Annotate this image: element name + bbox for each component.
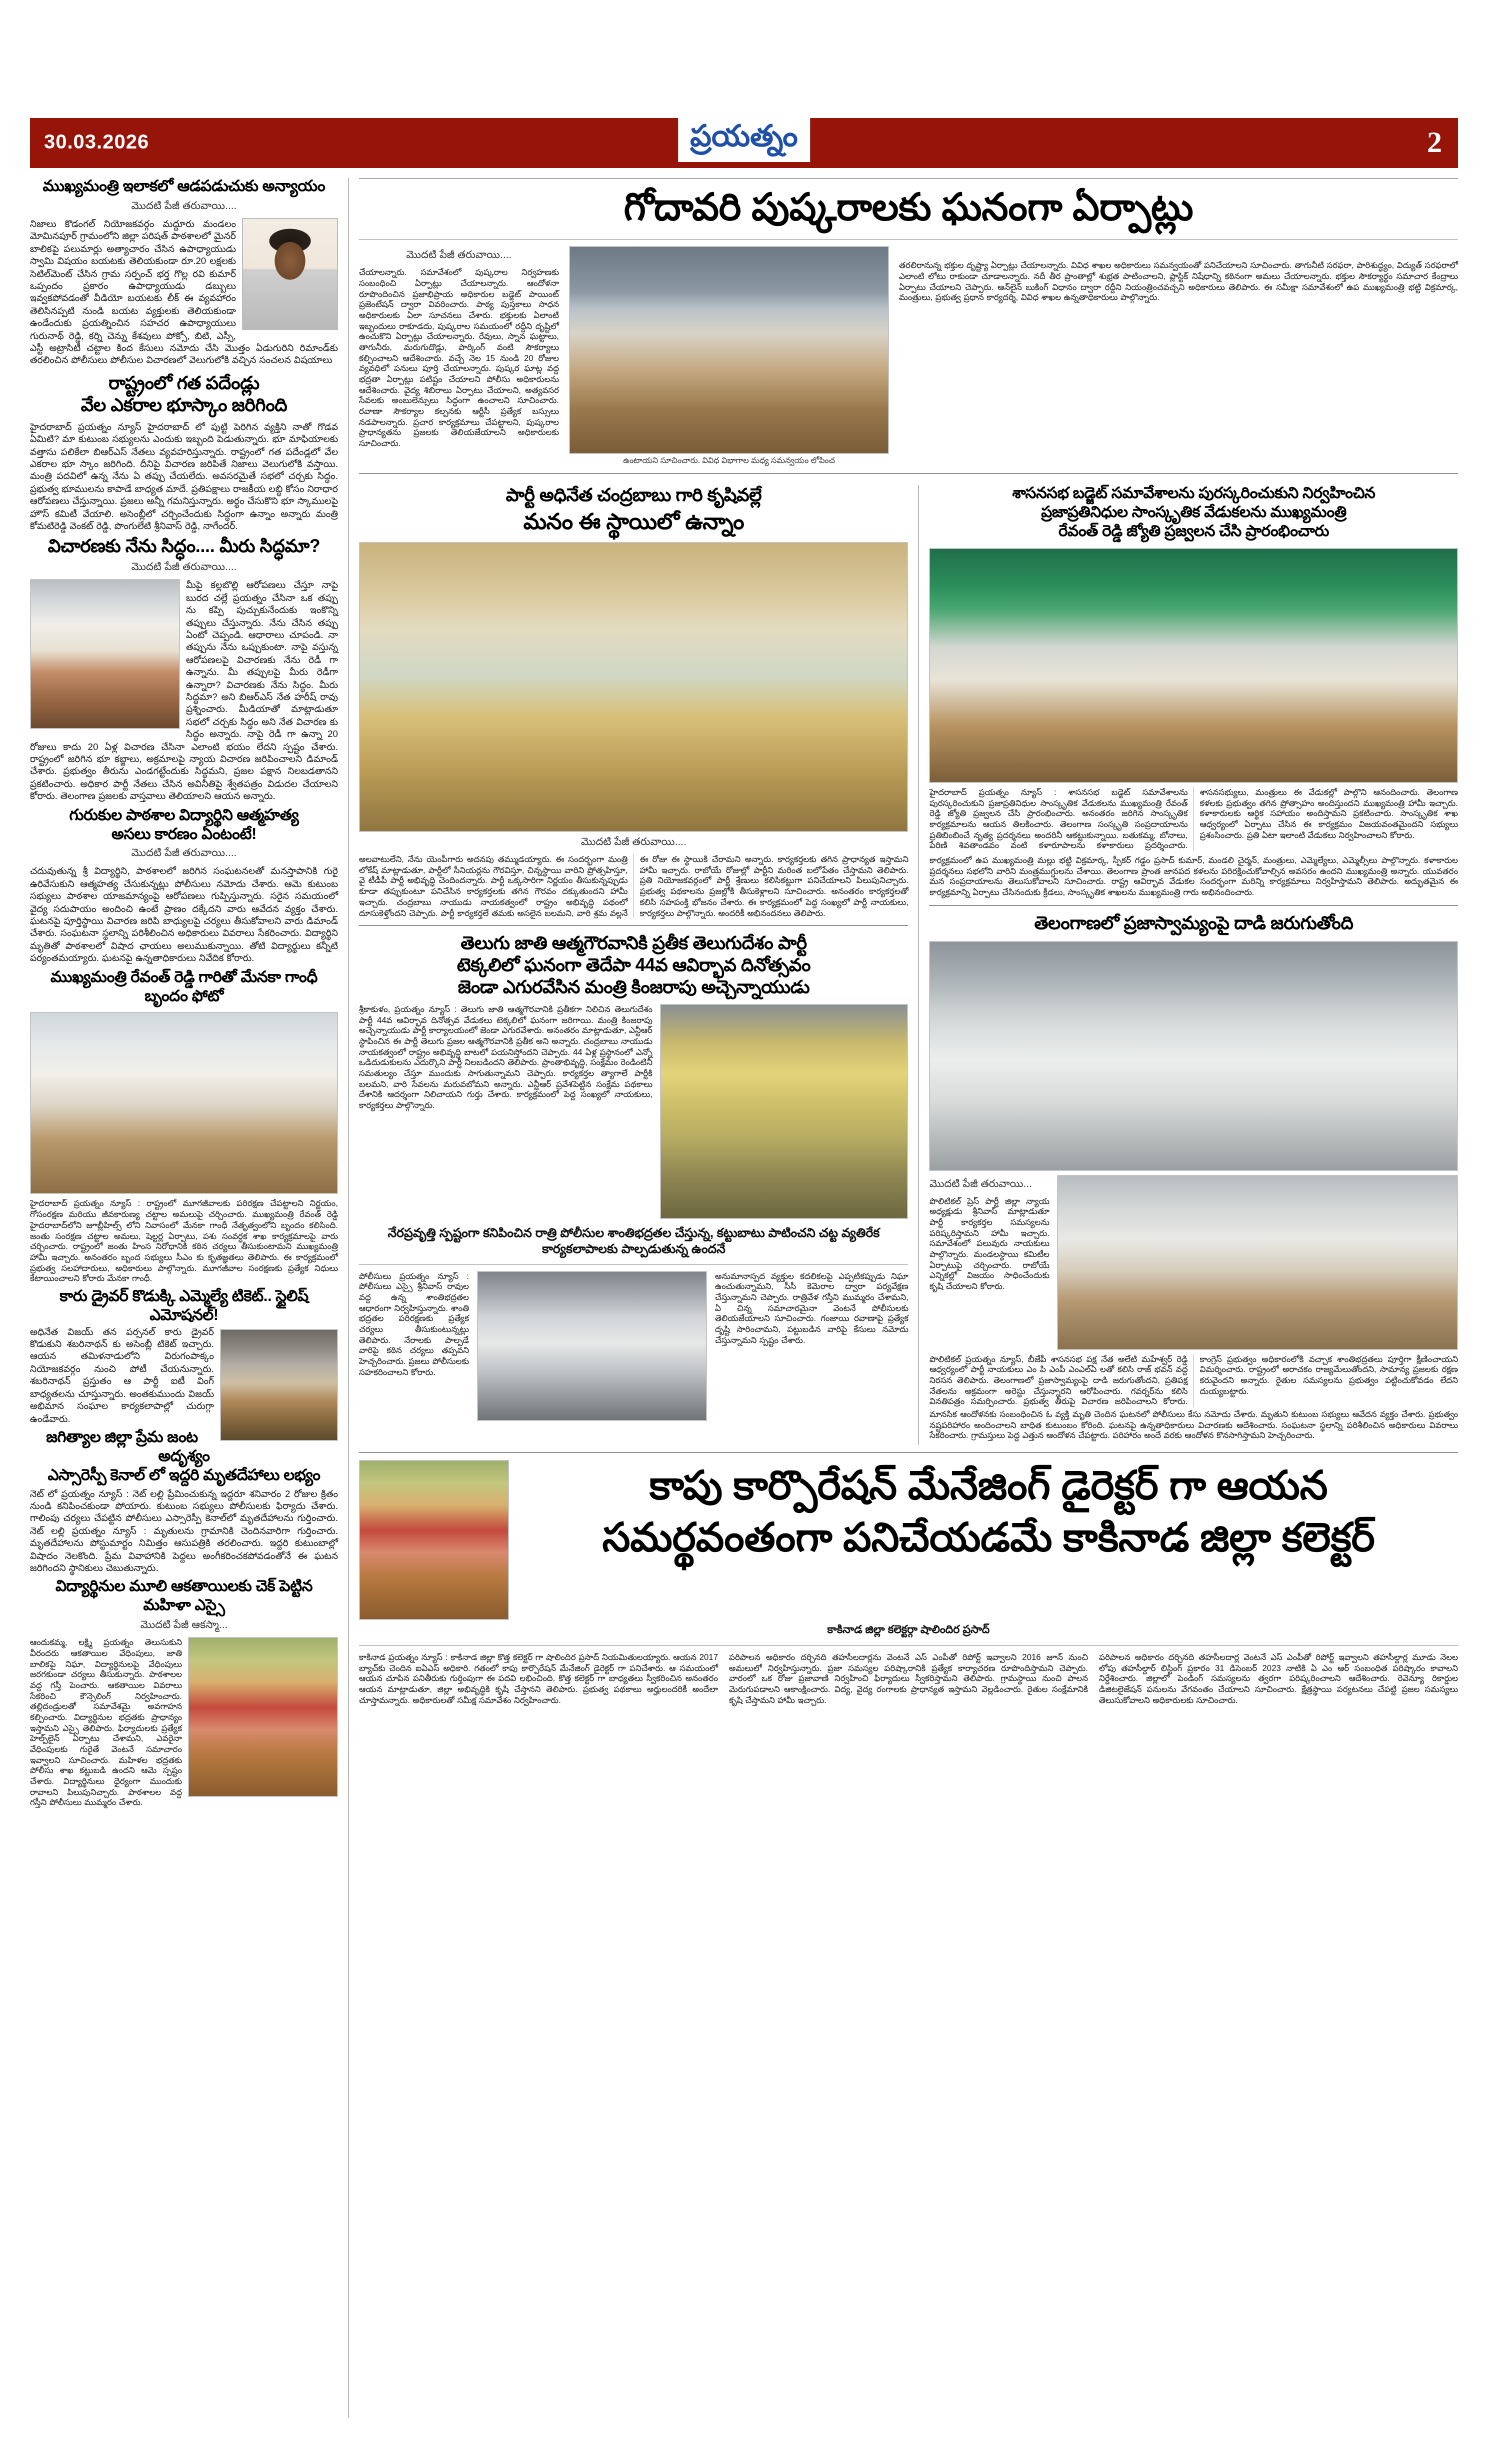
photo-tdp-flag-hoisting: [660, 1004, 908, 1219]
continued-note: మొదటి పేజీ తరువాయి....: [406, 249, 512, 262]
photo-women-bottom: [359, 1460, 509, 1620]
photo-block-meeting: [30, 1012, 338, 1194]
story-headline: కారు డ్రైవర్ కొడుక్కి ఎమ్మెల్యే టికెట్.. స్టైలిష్ ఎమోషనల్!: [59, 1287, 309, 1324]
bottom-body-col1: కాకినాడ ప్రయత్నం న్యూస్ : కాకినాడ జిల్లా కొత్త కలెక్టర్ గా షాలిందిర ప్రసాద్ నియమితులయ్యారు. ఆయన 2017 బ్యాచ్‌కు చెందిన ఐఏఎస్ అధికారి. గతంలో కాపు కార్పొరేషన్ మేనేజింగ్ డైరెక్టర్ గా పనిచేశారు. ఆ సమయంలో ఆయన చూపిన పనితీరుకు గుర్తింపుగా ఈ పదవి లభించింది. కొత్త కలెక్టర్ గా బాధ్యతలు స్వీకరించిన అనంతరం ఆయన మాట్లాడుతూ, జిల్లా అభివృద్ధికి కృషి చేస్తానని తెలిపారు. ప్రభుత్వ పథకాలు అర్హులందరికీ అందేలా చూస్తామన్నారు. అధికారులతో సమీక్ష సమావేశం నిర్వహించారు.: [359, 1652, 718, 1705]
photo-police-line: [477, 1271, 707, 1421]
divider: [359, 1264, 908, 1265]
story-headline-line1: జగిత్యాల జిల్లా ప్రేమ జంట అదృశ్యం: [46, 1428, 210, 1465]
story-headline-line2: ఎస్సారెస్పీ కెనాల్ లో ఇద్దరి మృతదేహాలు లభ్యం: [47, 1466, 321, 1484]
lead-story: [359, 178, 1458, 481]
bottom-byline: కాకినాడ జిల్లా కలెక్టర్గా షాలిందిర ప్రసాద్: [827, 1624, 990, 1637]
story-body: నెట్ లో ప్రయత్నం న్యూస్ : నెట్ లల్లి ప్రేమించుకున్న ఇద్దరూ శనివారం 2 రోజుల క్రితం నుండి కనిపించకుండా పోయారు. కుటుంబ సభ్యులు పోలీసులకు ఫిర్యాదు చేశారు. గాలింపు చర్యలు చేపట్టిన పోలీసులు ఎస్సారెస్పీ కెనాల్‌లో మృతదేహాలను గుర్తించారు. నెట్ లల్లి ప్రయత్నం న్యూస్ : మృతులను గ్రామానికి చెందినవారిగా గుర్తించారు. మృతదేహాలను పోస్టుమార్టం నిమిత్తం ఆసుపత్రికి తరలించారు. ఇద్దరి కుటుంబాల్లో విషాదం నెలకొంది. ప్రేమ వివాహానికి పెద్దలు అంగీకరించకపోవడంతోనే ఈ ఘటన జరిగిందని స్థానికులు చెబుతున్నారు.: [30, 1487, 338, 1574]
story-body: అనుమానాస్పద వ్యక్తుల కదలికలపై ఎప్పటికప్పుడు నిఘా ఉంచుతున్నామని, సీసీ కెమెరాల ద్వారా పర్యవేక్షణ చేస్తున్నామని చెప్పారు. రాత్రివేళ గస్తీని ముమ్మరం చేశామని, ఏ చిన్న సమాచారమైనా వెంటనే పోలీసులకు తెలియజేయాలని సూచించారు. గంజాయి రవాణాపై ప్రత్యేక దృష్టి సారించామని, పట్టుబడిన వారిపై కేసులు నమోదు చేస్తున్నామని స్పష్టం చేశారు.: [715, 1270, 909, 1345]
story-body: పొలిటికల్ ప్రయత్నం న్యూస్, బీజేపీ శాసనసభ పక్ష నేత అలేటి మహేశ్వర్ రెడ్డి ఆధ్వర్యంలో పార్టీ నాయకులు ఎం పి ఎంపీ ఎంఎల్ఏ లతో కలిసి రాజ్ భవన్ వద్ద నిరసన తెలిపారు. తెలంగాణలో ప్రజాస్వామ్యంపై దాడి జరుగుతోందని, ప్రతిపక్ష నేతలను అక్రమంగా అరెస్టు చేస్తున్నారని ఆరోపించారు. గవర్నర్‌ను కలిసి వినతిపత్రం సమర్పించారు. ప్రభుత్వ తీరుపై విచారణ జరిపించాలని కోరారు. కాంగ్రెస్ ప్రభుత్వం అధికారంలోకి వచ్చాక శాంతిభద్రతలు పూర్తిగా క్షీణించాయని విమర్శించారు. రాష్ట్రంలో అరాచకం రాజ్యమేలుతోందని, సామాన్య ప్రజలకు రక్షణ కరువైందని అన్నారు. రైతుల సమస్యలను ప్రభుత్వం పట్టించుకోవడం లేదని దుయ్యబట్టారు.: [929, 1353, 1458, 1407]
lead-body-col1: చేయాలన్నారు. సమావేశంలో పుష్కరాల నిర్వహణకు సంబంధించి ఏర్పాట్లు చేయాలన్నారు. ఆందోళనా రూపొందించిన ప్రజాభిప్రాయ అధికారుల బడ్జెట్ పాయింట్ ప్రజెంటేషన్ ద్వారా వివరించారు. పాఠ్య పుస్తకాలు సాధన అధికారులకు ఏలా సూచనలు చేశారు. భక్తులకు ఏలాంటి ఇబ్బందులు రాకూడదు, పుష్కరాల సమయంలో రద్దీని దృష్టిలో ఉంచుకొని ఏర్పాట్లు చేయాలన్నారు. రేవులు, స్నాన ఘట్టాలు, తాగునీరు, మరుగుదొడ్లు, పార్కింగ్ వంటి సౌకర్యాలు కల్పించాలని ఆదేశించారు. వచ్చే నెల 15 నుండి 20 రోజుల వ్యవధిలో పనులు పూర్తి చేయాలన్నారు. పుష్కర ఘాట్ల వద్ద భద్రతా ఏర్పాట్లు పటిష్టం చేయాలని పోలీసు అధికారులను ఆదేశించారు. వైద్య శిబిరాలు ఏర్పాటు చేయాలని, అత్యవసర సేవలకు అంబులెన్సులు సిద్ధంగా ఉంచాలని సూచించారు. రవాణా సౌకర్యాల కల్పనకు ఆర్టీసీ ప్రత్యేక బస్సులు నడపాలన్నారు. ప్రచార కార్యక్రమాలు చేపట్టాలని, పుష్కరాల ప్రాధాన్యతను ప్రజలకు తెలియజేయాలని అధికారులకు సూచించారు.: [359, 267, 559, 449]
photo-harish-rao-letter: [30, 579, 180, 729]
bottom-headline-line2: సమర్థవంతంగా పనిచేయడమే కాకినాడ జిల్లా కలెక్టర్: [602, 1516, 1375, 1561]
middle-row: [359, 485, 1458, 1445]
story-headline-line1: గురుకుల పాఠశాల విద్యార్థిని ఆత్మహత్య: [69, 806, 299, 824]
divider: [359, 178, 1458, 179]
lead-col-1: [359, 246, 559, 466]
divider: [359, 239, 1458, 240]
publication-date: 30.03.2026: [44, 131, 150, 154]
story-body: హైదరాబాద్ ప్రయత్నం న్యూస్ : రాష్ట్రంలో మూగజీవాలకు పరిరక్షణ చేపట్టాలని నిర్ణయం, గోసంరక్షణ మరియు జీవకారుణ్య చట్టాల అమలుపై చర్చించారు. ముఖ్యమంత్రి రేవంత్ రెడ్డి హైదరాబాద్‌లోని జూబ్లీహిల్స్ లోని నివాసంలో మేనకా గాంధీ నేతృత్వంలోని బృందం కలిసింది. జంతు సంరక్షణ చట్టాల అమలు, షెల్టర్ల ఏర్పాటు, పశు సంవర్ధక శాఖ కార్యక్రమాలపై వారు చర్చించారు. రాష్ట్రంలో జంతు హింస నిరోధానికి కఠిన చర్యలు తీసుకుంటామని ముఖ్యమంత్రి హామీ ఇచ్చారు. అనంతరం బృంద సభ్యులు సీఎం కు కృతజ్ఞతలు తెలిపారు. ఈ కార్యక్రమంలో ప్రభుత్వ సలహాదారులు, అధికారులు పాల్గొన్నారు. మూగజీవాల సంరక్షణకు ప్రత్యేక నిధులు కేటాయించాలని కోరారు మేనకా గాంధీ.: [30, 1198, 338, 1284]
story-headline-line2: మనం ఈ స్థాయిలో ఉన్నాం: [523, 509, 745, 535]
bottom-headline-line1: కాపు కార్పొరేషన్ మేనేజింగ్ డైరెక్టర్ గా ఆయన: [649, 1464, 1328, 1509]
story-headline-line1: పార్టీ అధినేత చంద్రబాబు గారి కృషివల్లే: [505, 485, 762, 506]
lead-headline: గోదావరి పుష్కరాలకు ఘనంగా ఏర్పాట్లు: [623, 187, 1194, 229]
photo-caption: ఉంటాయని సూచించారు. వివిధ విభాగాల మధ్య సమన్వయం లోపించ: [623, 456, 835, 466]
story-headline: తెలంగాణలో ప్రజాస్వామ్యంపై దాడి జరుగుతోంది: [1034, 912, 1354, 933]
story-headline-line2: టెక్కలిలో ఘనంగా తెదేపా 44వ ఆవిర్భావ దినోత్సవం: [456, 955, 811, 976]
story-headline: ముఖ్యమంత్రి ఇలాకలో ఆడపడుచుకు అన్యాయం: [42, 178, 326, 195]
story-body: ఆందుకమ్మ, లక్ష్మి ప్రయత్నం తెలుసుకుని వీరందరు ఆకతాయిల వేధింపులు, జాతి బాలికపై నిఘా, విద్యార్థినులపై వేధింపులు జరగకుండా చర్యలు తీసుకున్నారు. పాఠశాలల వద్ద గస్తీ పెంచారు. ఆకతాయిల వివరాలు సేకరించి కౌన్సెలింగ్ నిర్వహించారు. తల్లిదండ్రులతో సమావేశమై అవగాహన కల్పించారు. విద్యార్థినుల భద్రతకు ప్రాధాన్యం ఇస్తామని ఎస్సై తెలిపారు. ఫిర్యాదులకు ప్రత్యేక హెల్ప్‌లైన్ ఏర్పాటు చేశామని, ఎవరైనా వేధింపులకు గురైతే వెంటనే సమాచారం ఇవ్వాలని సూచించారు. మహిళల భద్రతకు పోలీసు శాఖ కట్టుబడి ఉందని ఆమె స్పష్టం చేశారు. విద్యార్థినులు ధైర్యంగా ముందుకు రావాలని పిలుపునిచ్చారు. పాఠశాలల వద్ద గస్తీని పోలీసులు ముమ్మరం చేశారు.: [30, 1637, 182, 1808]
attack-body-wrap: [929, 1175, 1458, 1350]
story-headline-line3: రేవంత్ రెడ్డి జ్యోతి ప్రజ్వలన చేసి ప్రారంభించారు: [1058, 523, 1329, 541]
story-headline: విద్యార్థినుల మూలి ఆకతాయిలకు చెక్ పెట్టిన మహిళా ఎస్సై: [55, 1578, 313, 1615]
page-content: [30, 178, 1458, 2418]
continued-note: మొదటి పేజీ ఆకస్మా...: [140, 1619, 228, 1632]
bottom-photo-col: [359, 1460, 509, 1620]
bottom-body-wrap: [359, 1652, 1458, 1705]
lead-photo-col: [569, 246, 889, 466]
story-headline-line2: వేల ఎకరాల భూస్కాం జరిగింది: [80, 394, 288, 415]
story-assembly-cultural: [929, 485, 1458, 897]
story-headline-line3: జెండా ఎగురవేసిన మంత్రి కింజరాపు అచ్చెన్నాయుడు: [457, 977, 810, 998]
story-body: అధినేత విజయ్ తన పర్సనల్ కారు డ్రైవర్ కొడుకుని శబరినాథన్ కు అసెంబ్లీ టికెట్ ఇచ్చారు. ఆయన తమిళనాడులోని విరుగంపాక్కం నియోజకవర్గం నుంచి పోటీ చేయనున్నారు. శబరినాథన్ ప్రస్తుతం ఆ పార్టీ ఐటీ వింగ్ బాధ్యతలను చూస్తున్నారు. అంతకుముందు విజయ్ అభిమాన సంఘాల కార్యకలాపాల్లో చురుగ్గా ఉండేవారు.: [30, 1325, 214, 1424]
page-number: 2: [1427, 126, 1442, 159]
story-body: చదువుతున్న శ్రీ విద్యార్థిని, పాఠశాలలో జరిగిన సంఘటనలతో మనస్తాపానికి గురై ఉరివేసుకుని ఆత్మహత్య చేసుకున్నట్లు పోలీసులు నమోదు చేశారు. ఆమె కుటుంబ సభ్యులు పాఠశాల యాజమాన్యంపై ఆరోపణలు గుప్పిస్తున్నారు. సరైన సమయంలో వైద్య సదుపాయం అందించి ఉంటే ప్రాణం దక్కేదని వారు ఆవేదన వ్యక్తం చేశారు. ఘటనపై పూర్తిస్థాయి విచారణ జరిపి బాధ్యులపై చర్యలు తీసుకోవాలని వారు డిమాండ్ చేశారు. సంఘటనా స్థలాన్ని పరిశీలించిన అధికారులు వివరాలు సేకరించారు. విద్యార్థిని మృతితో పాఠశాలలో విషాద ఛాయలు అలుముకున్నాయి. తోటి విద్యార్థులు కన్నీటి పర్యంతమయ్యారు. ఘటనపై ఉన్నతాధికారులు నివేదిక కోరారు.: [30, 865, 338, 964]
story-kakinada-collector: [359, 1460, 1458, 1705]
photo-block-dance: [929, 548, 1458, 783]
divider: [359, 1452, 1458, 1453]
photo-cultural-dance: [929, 548, 1458, 783]
story-driver-son-ticket: [30, 1288, 338, 1425]
story-headline-line1: రాష్ట్రంలో గత పదేండ్లు: [108, 372, 260, 393]
story-body: పోలీసులు ప్రయత్నం న్యూస్ : పోలీసులు ఎస్సై శ్రీనివాస్ రావుల వద్ద ఉన్న శాంతిభద్రతల ఆధారంగా నిర్వహిస్తున్నారు. శాంతి భద్రతల పరిరక్షణకు ప్రత్యేక చర్యలు తీసుకుంటున్నట్లు తెలిపారు. నేరాలకు పాల్పడే వారిపై కఠిన చర్యలు తప్పవని హెచ్చరించారు. ప్రజలు పోలీసులకు సహకరించాలని కోరారు.: [359, 1270, 469, 1377]
story-headline-line2: ప్రజాప్రతినిధుల సాంస్కృతిక వేడుకలను ముఖ్యమంత్రి: [1041, 504, 1347, 522]
story-body-col1: హైదరాబాద్ ప్రయత్నం న్యూస్ : శాసనసభ బడ్జెట్ సమావేశాలను పురస్కరించుకుని ప్రజాప్రతినిధుల సాంస్కృతిక వేడుకలను ముఖ్యమంత్రి రేవంత్ రెడ్డి జ్యోతి ప్రజ్వలన చేసి ప్రారంభించారు. అనంతరం జరిగిన సాంస్కృతిక కార్యక్రమాలను ఆయన తిలకించారు. తెలంగాణ సంస్కృతి సంప్రదాయాలను ప్రతిబింబించే నృత్య ప్రదర్శనలు అందరినీ ఆకట్టుకున్నాయి. బతుకమ్మ, బోనాలు, పేరిణి శివతాండవం వంటి కళారూపాలను కళాకారులు ప్రదర్శించారు. శాసనసభ్యులు, మంత్రులు ఈ వేడుకల్లో పాల్గొని ఆనందించారు. తెలంగాణ కళలకు ప్రభుత్వం తగిన ప్రోత్సాహం అందిస్తుందని ముఖ్యమంత్రి హామీ ఇచ్చారు. కళాకారులకు ఆర్థిక సహాయం అందిస్తామని ప్రకటించారు. సాంస్కృతిక శాఖ ఆధ్వర్యంలో ఏర్పాటు చేసిన ఈ కార్యక్రమం విజయవంతమైందని సభ్యులు ప్రశంసించారు. ప్రతి ఏటా ఇలాంటి వేడుకలు నిర్వహించాలని కోరారు.: [929, 787, 1458, 851]
tdp-bottom-wrap: [359, 1271, 908, 1421]
photo-review-meeting: [569, 246, 889, 454]
continued-note: మొదటి పేజీ తరువాయి....: [131, 847, 237, 860]
attack-photo-col: [1057, 1175, 1458, 1350]
newspaper-title: ప్రయత్నం: [678, 114, 810, 162]
story-body: హైదరాబాద్ ప్రయత్నం న్యూస్ హైదరాబాద్ లో పుట్టి పెరిగిన వ్యక్తిని నాతో గొడవ ఏమిటి? మా కుటుంబ సభ్యులను ఎందుకు ఇబ్బంది పెడుతున్నారు. భూ మాఫియాలకు వత్తాసు పలికేలా బిఆర్ఎస్ నేతలు వ్యవహరిస్తున్నారు. రాష్ట్రంలో గత పదేండ్లలో వేల ఎకరాల భూ స్కాం జరిగింది. దీనిపై విచారణ జరిపితే నిజాలు వెలుగులోకి వస్తాయి. మంత్రి పదవిలో ఉన్న నేను ఏ తప్పు చేయలేదు. అవసరమైతే సభలో చర్చకు సిద్ధం. ప్రభుత్వ భూములను కాపాడే బాధ్యత మాదే. ప్రతిపక్షాలు రాజకీయ లబ్ధి కోసం నిరాధార ఆరోపణలు చేస్తున్నాయి. ప్రజలు అన్నీ గమనిస్తున్నారు. అర్థం చేసుకొని భూ స్కాములపై హౌస్ కమిటీ వేయాలి. అసెంబ్లీలో చర్చించేందుకు సిద్ధంగా ఉన్నాం అన్నారు మంత్రి కోమటిరెడ్డి వెంకట్ రెడ్డి, పొంగులేటి శ్రీనివాస్ రెడ్డి, నాగేందర్.: [30, 420, 338, 531]
divider: [359, 925, 908, 926]
story-land-scam: [30, 373, 338, 533]
story-inquiry-ready: [30, 536, 338, 802]
story-chandrababu-krishi: [359, 485, 908, 918]
photo-leaders-portraits: [1057, 1175, 1458, 1350]
story-lovers-missing: [30, 1429, 338, 1575]
continued-note: మొదటి పేజీ తరువాయి....: [131, 199, 237, 212]
photo-block-feast: [359, 542, 908, 832]
continued-note: మొదటి పేజీ తరువాయి....: [131, 561, 237, 574]
story-gurukul-suicide: [30, 807, 338, 965]
photo-students-si: [188, 1637, 338, 1797]
story-body: అలవాటులేని, నేను యెంపీగారు అదనపు తమ్ముడయ్యారు. ఈ సందర్భంగా మంత్రి లోకేష్ మాట్లాడుతూ, పార్టీలో సీనియర్లను గౌరవిస్తూ, చిన్నస్థాయి వారిని ప్రోత్సహిస్తూ, వై టీడీపీ పార్టీ అభివృద్ధి చెందిందన్నారు. పార్టీ ఒక్కసారిగా నిర్ణయం తీసుకున్నప్పుడు కూడా తప్పుకుంటూ పనిచేసిన కార్యకర్తలకు తగిన గౌరవం దక్కుతుందని హామీ ఇచ్చారు. చంద్రబాబు నాయుడు నాయకత్వంలో రాష్ట్రం అభివృద్ధి పథంలో దూసుకెళ్తోందని చెప్పారు. పార్టీ కార్యకర్తలే తమకు అసలైన బలమని, వారి శ్రమ వల్లనే ఈ రోజు ఈ స్థాయికి చేరామని అన్నారు. కార్యకర్తలకు తగిన ప్రాధాన్యత ఇస్తామని హామీ ఇచ్చారు. రాబోయే రోజుల్లో పార్టీని మరింత బలోపేతం చేస్తామని తెలిపారు. ప్రతి నియోజకవర్గంలో పార్టీ శ్రేణులు కలిసికట్టుగా పనిచేయాలని పిలుపునిచ్చారు. ప్రభుత్వ పథకాలను ప్రజల్లోకి తీసుకెళ్లాలని సూచించారు. అనంతరం కార్యకర్తలతో కలిసి సహపంక్తి భోజనం చేశారు. ఈ కార్యక్రమంలో పెద్ద సంఖ్యలో పార్టీ నాయకులు, కార్యకర్తలు పాల్గొన్నారు. అందరికీ అభినందనలు తెలిపారు.: [359, 854, 909, 918]
story-headline-line1: శాసనసభ బడ్జెట్ సమావేశాలను పురస్కరించుకుని నిర్వహించిన: [1012, 485, 1376, 503]
continued-note: మొదటి పేజీ తరువాయి....: [581, 836, 687, 849]
story-bottom-body: మానసిక ఆందోళనకు సంబంధించిన ఓ వ్యక్తి మృతి చెందిన ఘటనలో పోలీసులు కేసు నమోదు చేశారు. మృతుని కుటుంబ సభ్యులు ఆవేదన వ్యక్తం చేశారు. ప్రభుత్వం నష్టపరిహారం అందించాలని బాధిత కుటుంబం కోరింది. ఘటనపై ఉన్నతాధికారులు విచారణకు ఆదేశించారు. సంఘటనా స్థలాన్ని పరిశీలించిన అధికారులు వివరాలు సేకరించారు. గ్రామస్తులు పెద్ద ఎత్తున ఆందోళన చేపట్టారు. పరిహారం అందే వరకు ఆందోళన కొనసాగిస్తామని హెచ్చరించారు.: [929, 1409, 1458, 1441]
story-woman-si: [30, 1578, 338, 1808]
story-body: నిజాలు కొడంగల్ నియోజకవర్గం మద్దూరు మండలం మోమినపూర్ గ్రామంలోని జిల్లా పరిషత్ పాఠశాలలో మైనర్ బాలికపై పలుమార్లు అత్యాచారం చేసిన ఉపాధ్యాయుడు స్వామి విషయం బయటకు తెలియకుండా రూ.20 లక్షలకు సెటిల్‌మెంట్ చేసిన గ్రామ సర్పంచ్ భర్త గొల్ల రవి కుమార్ ఒప్పందం ప్రకారం ఉపాధ్యాయుడు డబ్బులు ఇవ్వకపోవడంతో వీడియో బయటకు లీక్ ఈ వ్యవహారం తెలిసినప్పటి నుండి బయట వ్యక్తులకు తెలియకుండా ఉండేందుకు ప్రయత్నించిన సహచర ఉపాధ్యాయులు గురునాథ్ రెడ్డి, కర్ని చెన్ను కేశవులు పోక్సో, బిటి, ఎస్సీ, ఎస్టీ అట్రాసిటీ చట్టాల కింద కేసులు నమోదు చేసి మొత్తం ఏడుగురిని రిమాండ్‌కు తరలించిన పోలీసులు పోలీసుల విచారణలో వెలుగులోకి వచ్చిన సంచలన విషయాలు: [30, 217, 338, 366]
story-headline: విచారణకు నేను సిద్ధం.... మీరు సిద్ధమా?: [47, 536, 321, 557]
lead-body-col2: తరలిరానున్న భక్తుల దృష్ట్యా ఏర్పాట్లు చేయాలన్నారు. వివిధ శాఖల అధికారులు సమన్వయంతో పనిచేయాలని సూచించారు. తాగునీటి సరఫరా, పారిశుద్ధ్యం, విద్యుత్ సరఫరాలో ఎలాంటి లోటు రాకుండా చూడాలన్నారు. నదీ తీర ప్రాంతాల్లో శుభ్రత పాటించాలని, ప్లాస్టిక్ నిషేధాన్ని కఠినంగా అమలు చేయాలన్నారు. భక్తుల సౌకర్యార్థం సమాచార కేంద్రాలు ఏర్పాటు చేయాలని చెప్పారు. ఆన్‌లైన్ బుకింగ్ విధానం ద్వారా రద్దీని నియంత్రించవచ్చని అధికారులు తెలిపారు. ఈ సమీక్షా సమావేశంలో ఉప ముఖ్యమంత్రి భట్టి విక్రమార్క, మంత్రులు, ప్రభుత్వ ప్రధాన కార్యదర్శి, వివిధ శాఖల ఉన్నతాధికారులు పాల్గొన్నారు.: [899, 260, 1458, 303]
tdp-bottom-col2: [715, 1271, 908, 1421]
divider: [359, 1645, 1458, 1646]
right-column: [918, 485, 1458, 1445]
lead-col-2: [899, 246, 1458, 466]
divider: [929, 905, 1458, 906]
story-maneka-gandhi-photo: [30, 969, 338, 1284]
tdp-bottom-photo: [477, 1271, 707, 1421]
attack-side-col: [929, 1175, 1049, 1350]
story-body: మీపై కల్లబొల్లి ఆరోపణలు చేస్తూ నాపై బురద చల్లే ప్రయత్నం చేసినా ఒక తప్పు ను కప్పి పుచ్చుకునేందుకు ఇంకొన్ని తప్పులు చేస్తున్నారు. నేను చేసిన తప్పు ఏంటో చెప్పండి. ఆధారాలు చూపండి. నా తప్పును నేను ఒప్పుకుంటా. నాపై వస్తున్న ఆరోపణలపై విచారణకు నేను రెడీ గా ఉన్నాను. మీ తప్పులపై మీరు రెడీగా ఉన్నారా? విచారణకు నేను సిద్ధం. మీరు సిద్ధమా? అని బిఆర్ఎస్ నేత హరీష్ రావు ప్రశ్నించారు. మీడియాతో మాట్లాడుతూ సభలో చర్చకు సిద్ధం అని నేత విచారణ కు సిద్ధం అన్నారు. నాపై రెడీ గా ఉన్నా 20 రోజులు కాదు 20 ఏళ్ల విచారణ చేసినా ఎలాంటి భయం లేదని స్పష్టం చేశారు. రాష్ట్రంలో జరిగిన భూ కబ్జాలు, అక్రమాలపై న్యాయ విచారణ జరిపించాలని డిమాండ్ చేశారు. ప్రభుత్వం తీరును ఎండగట్టేందుకు సిద్ధమని, ప్రజల పక్షాన నిలబడతానని ప్రకటించారు. అధికార పార్టీ నేతలు చేసిన అవినీతిపై శ్వేతపత్రం విడుదల చేయాలని కోరారు. తెలంగాణ ప్రజలకు వాస్తవాలు తెలియాలని ఆయన అన్నారు.: [30, 579, 338, 802]
left-column: [30, 178, 348, 2418]
story-headline-line2: అసలు కారణం ఏంటంటే!: [111, 825, 257, 843]
main-columns: [348, 178, 1458, 2418]
story-body: శ్రీకాకుళం, ప్రయత్నం న్యూస్ : తెలుగు జాతి ఆత్మగౌరవానికి ప్రతీకగా నిలిచిన తెలుగుదేశం పార్టీ 44వ ఆవిర్భావ దినోత్సవ వేడుకలు టెక్కలిలో ఘనంగా జరిగాయి. మంత్రి కింజరాపు అచ్చెన్నాయుడు పార్టీ కార్యాలయంలో జెండా ఎగురవేశారు. అనంతరం మాట్లాడుతూ, ఎన్టీఆర్ స్థాపించిన ఈ పార్టీ తెలుగు ప్రజల ఆత్మగౌరవానికి ప్రతీక అని అన్నారు. చంద్రబాబు నాయుడు నాయకత్వంలో రాష్ట్రం అభివృద్ధి బాటలో పయనిస్తోందని చెప్పారు. 44 ఏళ్ల ప్రస్థానంలో ఎన్నో ఒడిదుడుకులను ఎదుర్కొని పార్టీ నిలబడిందని తెలిపారు. ప్రాంతాభివృద్ధి, సంక్షేమం రెండింటినీ సమతుల్యం చేస్తూ ముందుకు సాగుతున్నామని చెప్పారు. కార్యకర్తల త్యాగాలే పార్టీకి బలమని, వారి సేవలను మరువబోమని అన్నారు. ఎన్టీఆర్ ప్రవేశపెట్టిన సంక్షేమ పథకాలు దేశానికి ఆదర్శంగా నిలిచాయని గుర్తు చేశారు. కార్యక్రమంలో పెద్ద సంఖ్యలో నాయకులు, కార్యకర్తలు పాల్గొన్నారు.: [359, 1004, 653, 1111]
masthead: [30, 118, 1458, 168]
story-headline-line1: తెలుగు జాతి ఆత్మగౌరవానికి ప్రతీక తెలుగుదేశం పార్టీ: [460, 933, 807, 954]
story-cm-ilaka: [30, 178, 338, 367]
bottom-headline-wrap: [359, 1460, 1458, 1620]
photo-community-feast: [359, 542, 908, 832]
photo-bjp-protest: [929, 941, 1458, 1171]
story-body-col2: కార్యక్రమంలో ఉప ముఖ్యమంత్రి మల్లు భట్టి విక్రమార్క, స్పీకర్ గడ్డం ప్రసాద్ కుమార్, మండలి చైర్మన్, మంత్రులు, ఎమ్మెల్యేలు, ఎమ్మెల్సీలు పాల్గొన్నారు. కళాకారుల ప్రదర్శనలు సభలోని వారిని మంత్రముగ్ధులను చేశాయి. తెలంగాణ ప్రాంత జానపద కళలను పరిరక్షించుకోవాల్సిన అవసరం ఉందని ముఖ్యమంత్రి అన్నారు. యువతరం మన సంప్రదాయాలను తెలుసుకోవాలని సూచించారు. రాష్ట్ర ఆవిర్భావ వేడుకల సందర్భంగా మరిన్ని కార్యక్రమాలు నిర్వహిస్తామని తెలిపారు. అద్భుతమైన ఈ కార్యక్రమాన్ని ఏర్పాటు చేసినందుకు క్రీడలు, సాంస్కృతిక శాఖలను ముఖ్యమంత్రి గారు అభినందించారు.: [929, 855, 1458, 898]
tdp-body-wrap: [359, 1004, 908, 1219]
photo-block-protest: [929, 941, 1458, 1171]
tdp-photo-col: [660, 1004, 908, 1219]
continued-note: మొదటి పేజీ తరువాయి...: [929, 1177, 1033, 1190]
divider: [359, 473, 1458, 474]
story-tdp-anniversary: [359, 933, 908, 1420]
bottom-body-col2: పరిపాలన అధికారం దర్చినది తహసీలదార్లను వెంటనే ఎస్ ఎంపీతో రిపోర్ట్ ఇవ్వాలని 2016 జూన్ నుంచి అమలులో నిర్వహిస్తున్నారు. ప్రజా సమస్యల పరిష్కారానికి ప్రత్యేక కార్యాచరణ రూపొందిస్తామని చెప్పారు. వారంలో ఒక రోజు ప్రజావాణి నిర్వహించి ఫిర్యాదులు స్వీకరిస్తామని తెలిపారు. గ్రామస్థాయి నుంచి పాలన మెరుగుపడాలని ఆకాంక్షించారు. విద్య, వైద్య రంగాలకు ప్రాధాన్యత ఇస్తామని వెల్లడించారు. రైతుల సంక్షేమానికి కృషి చేస్తామని హామీ ఇచ్చారు.: [729, 1652, 1088, 1705]
story-headline: ముఖ్యమంత్రి రేవంత్ రెడ్డి గారితో మేనకా గాంధీ బృందం ఫోటో: [50, 968, 318, 1005]
story-side-body: పొలిటికల్ ప్రెస్ పార్టీ జిల్లా న్యాయ అధ్యక్షుడు శ్రీనివాస్ మాట్లాడుతూ పార్టీ కార్యకర్తల సమస్యలను పరిష్కరిస్తామని హామీ ఇచ్చారు. సమావేశంలో పలువురు నాయకులు పాల్గొన్నారు. మండలస్థాయి కమిటీల ఏర్పాటుపై చర్చించారు. రాబోయే ఎన్నికల్లో విజయం సాధించేందుకు కృషి చేయాలని కోరారు.: [929, 1195, 1050, 1292]
story-democracy-attack: [929, 913, 1458, 1441]
photo-vijay-driver: [220, 1329, 338, 1441]
lead-body-wrap: [359, 246, 1458, 466]
tdp-bottom-col1: [359, 1271, 469, 1421]
center-column: [359, 485, 918, 1445]
tdp-text-col: [359, 1004, 652, 1219]
photo-cm-meeting: [30, 1012, 338, 1194]
bottom-body-col3: పరిపాలన అధికారం దర్చినది తహసీలదార్ల వెంటనే ఎస్ ఎంపీతో రిపోర్ట్ ఇవ్వాలని తహసీల్దార్ల మూడు నెలల లోపు తహసీల్దార్ లిస్టింగ్ ప్రకారం 31 డిసెంబర్ 2023 నాటికి ఏ ఎం ఆర్ సంబంధిత పరిష్కారం కావాలని నిర్దేశించారు. జిల్లాలో పెండింగ్ సమస్యలను త్వరగా పరిష్కరించాలని ఆదేశించారు. రెవెన్యూ రికార్డుల డిజిటలైజేషన్ పనులను వేగవంతం చేయాలని సూచించారు. క్షేత్రస్థాయి పర్యటనలు చేపట్టి ప్రజల సమస్యలు తెలుసుకోవాలని అధికారులకు సూచించారు.: [1099, 1652, 1458, 1705]
bottom-title-col: [519, 1460, 1458, 1564]
sub-headline: నేరప్రవృత్తి స్పష్టంగా కనిపించిన రాత్రి పోలీసుల శాంతిభద్రతల చేస్తున్న, కట్టుబాటు పాటించని చట్ట వ్యతిరేక కార్యకలాపాలకు పాల్పడుతున్న ఉందనే: [387, 1226, 880, 1257]
portrait-photo-minister: [242, 218, 338, 330]
